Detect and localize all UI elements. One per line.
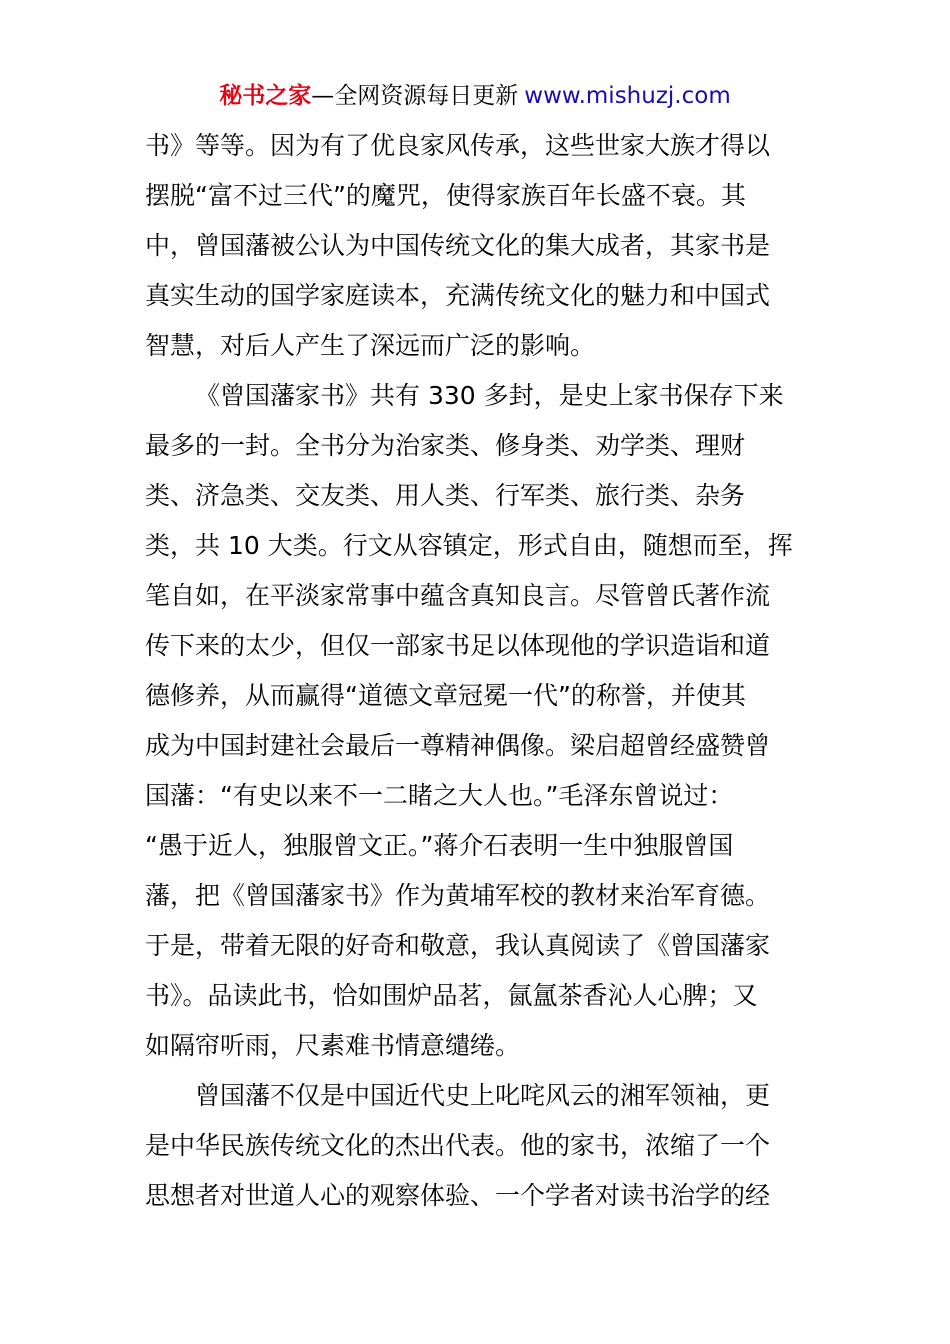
document-body [145,128,807,1228]
page-header [0,78,950,114]
header-tagline: —全网资源每日更新 [311,83,519,109]
text-line: 藩，把《曾国藩家书》作为黄埔军校的教材来治军育德。 [145,881,771,910]
text-line: 笔自如，在平淡家常事中蕴含真知良言。尽管曾氏著作流 [145,581,771,610]
text-line: 传下来的太少，但仅一部家书足以体现他的学识造诣和道 [145,631,771,660]
text-line: 书》等等。因为有了优良家风传承，这些世家大族才得以 [145,131,771,160]
brand-name: 秘书之家 [219,83,312,109]
text-line: 思想者对世道人心的观察体验、一个学者对读书治学的经 [145,1181,771,1210]
text-line: 国藩：“有史以来不一二睹之大人也。”毛泽东曾说过： [145,781,734,810]
text-line: 类，共 10 大类。行文从容镇定，形式自由，随想而至，挥 [145,531,793,560]
text-line: 如隔帘听雨，尺素难书情意缱绻。 [145,1031,521,1060]
text-line: 真实生动的国学家庭读本，充满传统文化的魅力和中国式 [145,281,771,310]
text-line: 摆脱“富不过三代”的魔咒，使得家族百年长盛不衰。其 [145,181,746,210]
text-line: 最多的一封。全书分为治家类、修身类、劝学类、理财 [145,431,746,460]
text-line: 类、济急类、交友类、用人类、行军类、旅行类、杂务 [145,481,746,510]
text-line: 于是，带着无限的好奇和敬意，我认真阅读了《曾国藩家 [145,931,771,960]
site-url-link[interactable]: www.mishuzj.com [524,83,731,109]
text-line: 中，曾国藩被公认为中国传统文化的集大成者，其家书是 [145,231,771,260]
text-line: 德修养，从而赢得“道德文章冠冕一代”的称誉，并使其 [145,681,746,710]
text-line: 是中华民族传统文化的杰出代表。他的家书，浓缩了一个 [145,1131,771,1160]
text-line: “愚于近人，独服曾文正。”蒋介石表明一生中独服曾国 [145,831,734,860]
text-line: 曾国藩不仅是中国近代史上叱咤风云的湘军领袖，更 [195,1081,771,1110]
text-line: 《曾国藩家书》共有 330 多封，是史上家书保存下来 [195,381,784,410]
text-line: 智慧，对后人产生了深远而广泛的影响。 [145,331,596,360]
text-line: 书》。品读此书，恰如围炉品茗，氤氲茶香沁人心脾；又 [145,981,758,1010]
text-line: 成为中国封建社会最后一尊精神偶像。梁启超曾经盛赞曾 [145,731,771,760]
